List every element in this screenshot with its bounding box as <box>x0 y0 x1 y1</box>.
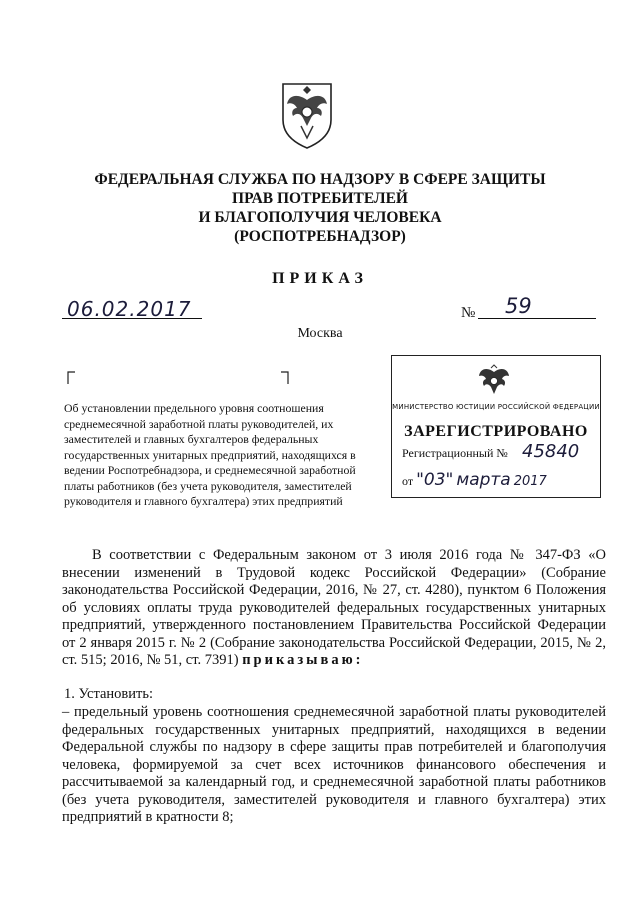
stamp-date-row <box>402 470 597 490</box>
stamp-reg-number-row <box>402 441 580 462</box>
order-word: приказываю: <box>242 652 364 668</box>
stamp-eagle-icon <box>474 364 514 400</box>
agency-title-line3: И БЛАГОПОЛУЧИЯ ЧЕЛОВЕКА <box>198 209 442 226</box>
stamp-date-prefix: от <box>402 474 414 488</box>
number-label: № <box>461 305 476 321</box>
agency-title-line2: ПРАВ ПОТРЕБИТЕЛЕЙ <box>232 190 408 207</box>
preamble-text: В соответствии с Федеральным законом от 3 июля 2016 года № 347-ФЗ «О внесении изменений в Трудовой кодекс Российской Федерации» (Собрание законодательства Российской Федерации, 2016, № 27, ст. 4280), пунктом 6 Положения об условиях оплаты труда руководителей федеральных государственных унитарных предприятий, утвержденного постановлением Правительства Российской Федерации от 2 января 2015 г. № 2 (Собрание законодательства Российской Федерации, 2015, № 2, ст. 515; 2016, № 51, ст. 7391) <box>62 547 606 668</box>
list-item-1: 1. Установить: <box>64 686 154 702</box>
registration-stamp <box>391 355 601 498</box>
number-underline <box>478 318 596 319</box>
stamp-ministry: МИНИСТЕРСТВО ЮСТИЦИИ РОССИЙСКОЙ ФЕДЕРАЦИИ <box>392 403 600 411</box>
order-preamble <box>62 547 606 670</box>
stamp-reg-label: Регистрационный № <box>402 446 508 460</box>
document-type: ПРИКАЗ <box>272 270 368 287</box>
list-item-dash: – предельный уровень соотношения среднемесячной заработной платы руководителей федеральных государственных унитарных предприятий, находящихся в ведении Федеральной службы по надзору в сфере защиты прав потребителей и благополучия человека, формируемой за счет всех источников финансового обеспечения и рассчитываемой за календарный год, и среднемесячной заработной платы работников (без учета руководителя, заместителей руководителя и главного бухгалтера) этих предприятий в кратности 8; <box>62 704 606 825</box>
order-number: 59 <box>505 294 532 318</box>
stamp-date-day: "03" <box>416 470 454 490</box>
subject-bracket-left <box>66 370 76 384</box>
order-subject: Об установлении предельного уровня соотношения среднемесячной заработной платы руководителей, их заместителей и главных бухгалтеров федеральных государственных унитарных предприятий, находящихся в ведении Роспотребнадзора, и среднемесячной заработной платы работников (без учета руководителя, заместителей руководителя и главного бухгалтера) этих предприятий <box>64 401 356 508</box>
coat-of-arms-emblem <box>277 80 337 150</box>
date-underline <box>62 318 202 319</box>
agency-title-line1: ФЕДЕРАЛЬНАЯ СЛУЖБА ПО НАДЗОРУ В СФЕРЕ ЗАЩИТЫ <box>94 171 546 188</box>
order-date: 06.02.2017 <box>67 297 192 321</box>
agency-title-line4: (РОСПОТРЕБНАДЗОР) <box>234 228 406 245</box>
stamp-date-year: 2017 <box>513 474 547 489</box>
stamp-date-month: марта <box>456 470 511 490</box>
stamp-reg-number: 45840 <box>522 441 580 462</box>
stamp-status: ЗАРЕГИСТРИРОВАНО <box>404 423 588 440</box>
subject-bracket-right <box>280 370 290 384</box>
city: Москва <box>297 326 343 341</box>
